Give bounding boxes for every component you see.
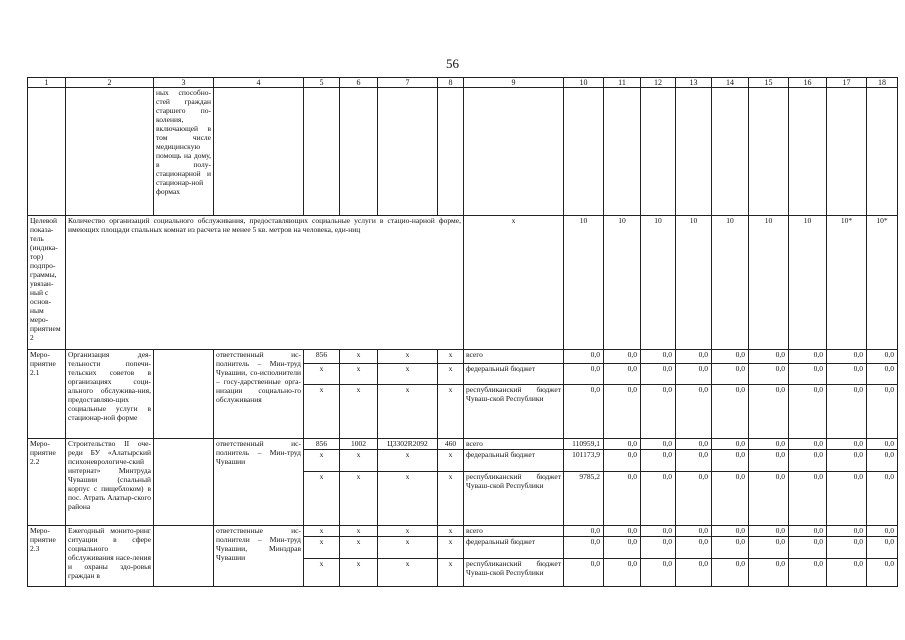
- measure-executor: ответственный ис-полнитель – Мин-труд Чувашии, со-исполнители – госу-дарственные орга-низации социально-го обслуживания: [214, 350, 304, 439]
- code-cell: х: [340, 364, 378, 385]
- column-number: 5: [304, 78, 340, 88]
- funding-source: всего: [464, 526, 564, 537]
- measure-name: Строительство II оче-реди БУ «Алатырский психоневрологиче-ский интернат» Минтруда Чувашии (спальный корпус с пищеблоком) в пос. Атрать Алатыр-ского района: [66, 439, 154, 526]
- value-cell: 0,0: [604, 559, 641, 587]
- code-cell: х: [378, 472, 438, 526]
- value-cell: 101173,9: [564, 450, 604, 472]
- value-cell: 0,0: [827, 385, 867, 439]
- value-cell: 0,0: [789, 472, 827, 526]
- value-cell: 0,0: [712, 537, 749, 559]
- value-cell: 0,0: [564, 350, 604, 364]
- column-number: 4: [214, 78, 304, 88]
- measure-executor: ответственные ис-полнители – Мин-труд Чувашии, Минздрав Чувашии: [214, 526, 304, 587]
- code-cell: х: [378, 537, 438, 559]
- column-number: 1: [28, 78, 66, 88]
- target-value: 10*: [867, 216, 898, 350]
- code-cell: х: [340, 472, 378, 526]
- value-cell: 0,0: [749, 472, 789, 526]
- column-number: 11: [604, 78, 641, 88]
- measure-row: [28, 439, 898, 450]
- value-cell: 0,0: [867, 439, 898, 450]
- value-cell: 0,0: [789, 526, 827, 537]
- code-cell: 856: [304, 439, 340, 450]
- column-number: 9: [464, 78, 564, 88]
- target-value: 10: [749, 216, 789, 350]
- measure-row: [28, 350, 898, 364]
- target-value: 10: [676, 216, 712, 350]
- code-cell: х: [340, 350, 378, 364]
- funding-source: всего: [464, 439, 564, 450]
- value-cell: 0,0: [564, 559, 604, 587]
- measure-label: Меро-приятие 2.2: [28, 439, 66, 526]
- column-number: 12: [641, 78, 676, 88]
- value-cell: 0,0: [867, 450, 898, 472]
- value-cell: 0,0: [676, 450, 712, 472]
- value-cell: 0,0: [604, 472, 641, 526]
- target-value: 10: [604, 216, 641, 350]
- value-cell: 0,0: [749, 350, 789, 364]
- code-cell: х: [340, 385, 378, 439]
- value-cell: 0,0: [564, 385, 604, 439]
- value-cell: 0,0: [712, 526, 749, 537]
- code-cell: х: [378, 364, 438, 385]
- value-cell: 0,0: [641, 537, 676, 559]
- code-cell: х: [438, 450, 464, 472]
- column-number: 17: [827, 78, 867, 88]
- value-cell: 0,0: [641, 526, 676, 537]
- value-cell: 0,0: [712, 559, 749, 587]
- value-cell: 0,0: [749, 439, 789, 450]
- target-value: 10: [641, 216, 676, 350]
- value-cell: 9785,2: [564, 472, 604, 526]
- target-value: 10: [564, 216, 604, 350]
- value-cell: 0,0: [749, 450, 789, 472]
- value-cell: 0,0: [641, 439, 676, 450]
- value-cell: 0,0: [712, 350, 749, 364]
- column-number: 10: [564, 78, 604, 88]
- code-cell: х: [378, 385, 438, 439]
- value-cell: 0,0: [712, 364, 749, 385]
- value-cell: 0,0: [789, 385, 827, 439]
- column-number: 8: [438, 78, 464, 88]
- measure-name: Ежегодный монито-ринг ситуации в сфере социального обслуживания насе-ления и охраны здо-ровья граждан в: [66, 526, 154, 587]
- value-cell: 0,0: [641, 450, 676, 472]
- funding-source: республиканский бюджет Чуваш-ской Республики: [464, 472, 564, 526]
- value-cell: 0,0: [867, 350, 898, 364]
- value-cell: 0,0: [789, 364, 827, 385]
- value-cell: 0,0: [604, 450, 641, 472]
- funding-source: республиканский бюджет Чуваш-ской Республики: [464, 559, 564, 587]
- code-cell: х: [438, 472, 464, 526]
- value-cell: 0,0: [564, 526, 604, 537]
- column-number: 7: [378, 78, 438, 88]
- value-cell: 0,0: [604, 526, 641, 537]
- code-cell: х: [304, 472, 340, 526]
- measure-row: [28, 526, 898, 537]
- measure-label: Меро-приятие 2.3: [28, 526, 66, 587]
- value-cell: 0,0: [676, 472, 712, 526]
- measure-name: Организация дея-тельности попечи-тельских советов в организациях соци-ального обслужива-ния, предоставляю-щих социальные услуги в стационар-ной форме: [66, 350, 154, 439]
- value-cell: 0,0: [867, 526, 898, 537]
- value-cell: 0,0: [789, 537, 827, 559]
- value-cell: 0,0: [676, 537, 712, 559]
- value-cell: 0,0: [641, 364, 676, 385]
- value-cell: 0,0: [604, 385, 641, 439]
- value-cell: 0,0: [867, 385, 898, 439]
- funding-source: федеральный бюджет: [464, 450, 564, 472]
- measure-label: Меро-приятие 2.1: [28, 350, 66, 439]
- column-number: 6: [340, 78, 378, 88]
- code-cell: х: [340, 450, 378, 472]
- value-cell: 0,0: [604, 364, 641, 385]
- value-cell: 0,0: [712, 439, 749, 450]
- value-cell: 0,0: [604, 350, 641, 364]
- value-cell: 0,0: [604, 537, 641, 559]
- value-cell: 0,0: [604, 439, 641, 450]
- value-cell: 0,0: [827, 439, 867, 450]
- value-cell: 0,0: [712, 450, 749, 472]
- column-number: 2: [66, 78, 154, 88]
- funding-source: республиканский бюджет Чуваш-ской Республики: [464, 385, 564, 439]
- target-x: х: [464, 216, 564, 350]
- column-number: 14: [712, 78, 749, 88]
- value-cell: 0,0: [827, 537, 867, 559]
- value-cell: 0,0: [827, 472, 867, 526]
- code-cell: х: [378, 559, 438, 587]
- value-cell: 0,0: [867, 559, 898, 587]
- value-cell: 0,0: [712, 385, 749, 439]
- target-value: 10: [789, 216, 827, 350]
- code-cell: х: [340, 559, 378, 587]
- code-cell: 460: [438, 439, 464, 450]
- code-cell: х: [304, 385, 340, 439]
- value-cell: 0,0: [827, 559, 867, 587]
- value-cell: 0,0: [749, 385, 789, 439]
- code-cell: х: [438, 526, 464, 537]
- value-cell: 0,0: [676, 526, 712, 537]
- measure-executor: ответственный ис-полнитель – Мин-труд Чувашии: [214, 439, 304, 526]
- code-cell: х: [378, 350, 438, 364]
- column-number: 15: [749, 78, 789, 88]
- code-cell: х: [438, 537, 464, 559]
- value-cell: 0,0: [641, 559, 676, 587]
- column-number-row: [28, 78, 898, 88]
- code-cell: 1002: [340, 439, 378, 450]
- value-cell: 0,0: [789, 350, 827, 364]
- code-cell: х: [438, 559, 464, 587]
- value-cell: 0,0: [789, 439, 827, 450]
- value-cell: 0,0: [749, 364, 789, 385]
- value-cell: 0,0: [749, 537, 789, 559]
- code-cell: х: [438, 364, 464, 385]
- code-cell: х: [340, 537, 378, 559]
- value-cell: 0,0: [867, 364, 898, 385]
- value-cell: 0,0: [827, 350, 867, 364]
- column-number: 3: [154, 78, 214, 88]
- value-cell: 0,0: [867, 472, 898, 526]
- code-cell: х: [304, 526, 340, 537]
- value-cell: 0,0: [749, 559, 789, 587]
- column-number: 18: [867, 78, 898, 88]
- value-cell: 0,0: [676, 385, 712, 439]
- value-cell: 0,0: [789, 559, 827, 587]
- code-cell: х: [378, 526, 438, 537]
- funding-source: федеральный бюджет: [464, 537, 564, 559]
- code-cell: х: [340, 526, 378, 537]
- value-cell: 0,0: [676, 559, 712, 587]
- value-cell: 0,0: [827, 450, 867, 472]
- value-cell: 110959,1: [564, 439, 604, 450]
- value-cell: 0,0: [564, 537, 604, 559]
- value-cell: 0,0: [789, 450, 827, 472]
- code-cell: х: [304, 450, 340, 472]
- value-cell: 0,0: [641, 350, 676, 364]
- continuation-row: [28, 88, 898, 216]
- target-value: 10: [712, 216, 749, 350]
- code-cell: Ц3302R2092: [378, 439, 438, 450]
- page-number: 56: [446, 56, 459, 71]
- code-cell: х: [304, 559, 340, 587]
- column-number: 13: [676, 78, 712, 88]
- target-value: 10*: [827, 216, 867, 350]
- value-cell: 0,0: [749, 526, 789, 537]
- program-table: [27, 77, 898, 587]
- code-cell: х: [304, 364, 340, 385]
- column-number: 16: [789, 78, 827, 88]
- value-cell: 0,0: [564, 364, 604, 385]
- value-cell: 0,0: [712, 472, 749, 526]
- continuation-text: ных способно-стей граждан старшего по-коления, включающей в том числе медицинскую помощь на дому, в полу-стационарной и стационар-ной формах: [154, 88, 214, 216]
- value-cell: 0,0: [641, 472, 676, 526]
- target-text: Количество организаций социального обслуживания, предоставляющих социальные услуги в стацио-нарной форме, имеющих площади спальных комнат из расчета не менее 5 кв. метров на человека, еди-ниц: [66, 216, 464, 350]
- target-indicator-row: [28, 216, 898, 350]
- code-cell: 856: [304, 350, 340, 364]
- code-cell: х: [438, 385, 464, 439]
- value-cell: 0,0: [867, 537, 898, 559]
- code-cell: х: [378, 450, 438, 472]
- value-cell: 0,0: [676, 439, 712, 450]
- code-cell: х: [438, 350, 464, 364]
- value-cell: 0,0: [827, 364, 867, 385]
- funding-source: федеральный бюджет: [464, 364, 564, 385]
- value-cell: 0,0: [827, 526, 867, 537]
- value-cell: 0,0: [641, 385, 676, 439]
- target-label: Целевой показа-тель (индика-тор) подпро-граммы, увязан-ный с основ-ным меро-приятием 2: [28, 216, 66, 350]
- value-cell: 0,0: [676, 364, 712, 385]
- code-cell: х: [304, 537, 340, 559]
- funding-source: всего: [464, 350, 564, 364]
- value-cell: 0,0: [676, 350, 712, 364]
